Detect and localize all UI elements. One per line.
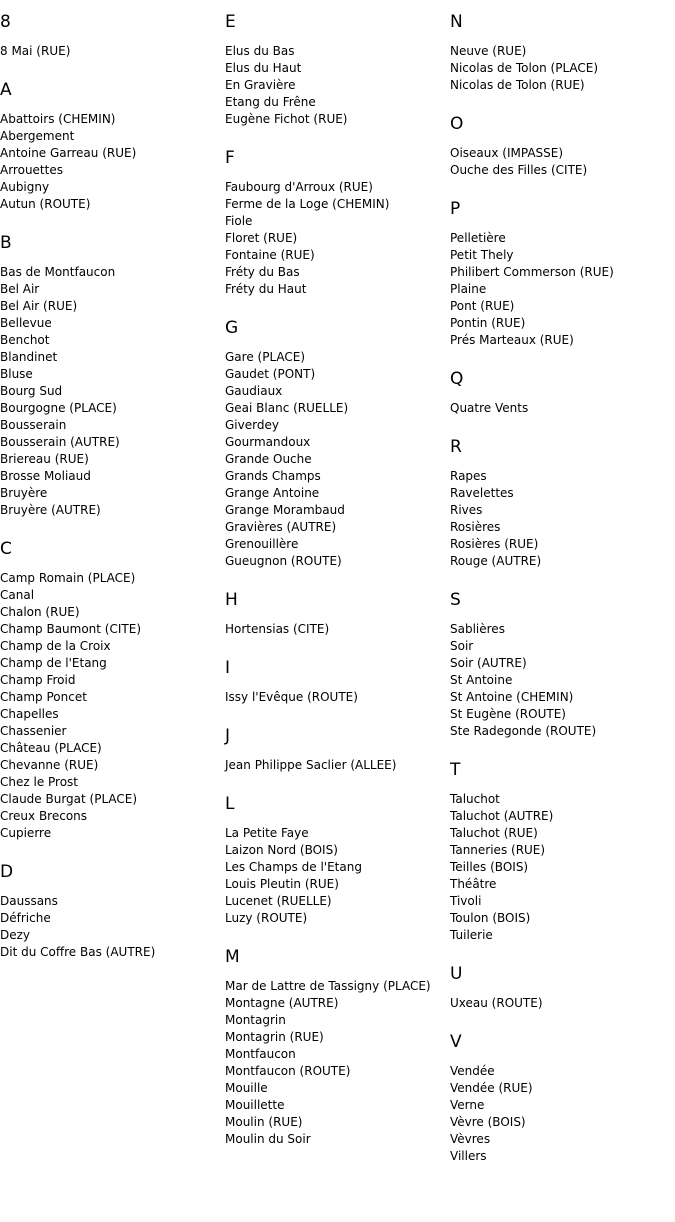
street-link[interactable]: Grange Antoine: [225, 486, 320, 500]
street-link[interactable]: Dit du Coffre Bas (AUTRE): [0, 945, 156, 959]
street-link[interactable]: Blandinet: [0, 350, 58, 364]
street-link[interactable]: Champ Poncet: [0, 690, 87, 704]
letter-section: [0, 80, 225, 213]
letter-section: [450, 964, 675, 1012]
street-link[interactable]: Gaudet (PONT): [225, 367, 316, 381]
letter-section: [225, 318, 450, 570]
street-link[interactable]: Bellevue: [0, 316, 52, 330]
street-list: [225, 43, 450, 128]
letter-section: [225, 658, 450, 706]
street-link[interactable]: Aubigny: [0, 180, 50, 194]
street-link[interactable]: Louis Pleutin (RUE): [225, 877, 339, 891]
letter-section: [225, 590, 450, 638]
street-link[interactable]: Taluchot (AUTRE): [450, 809, 554, 823]
street-link[interactable]: Etang du Frêne: [225, 95, 316, 109]
street-list: [450, 995, 675, 1012]
street-link[interactable]: Luzy (ROUTE): [225, 911, 308, 925]
street-link[interactable]: Fontaine (RUE): [225, 248, 315, 262]
street-link[interactable]: Mouille: [225, 1081, 268, 1095]
street-link[interactable]: Vèvres: [450, 1132, 491, 1146]
street-link[interactable]: Bourg Sud: [0, 384, 63, 398]
index-column: [0, 0, 225, 981]
street-link[interactable]: Grange Morambaud: [225, 503, 345, 517]
street-link[interactable]: Elus du Haut: [225, 61, 302, 75]
street-link[interactable]: Camp Romain (PLACE): [0, 571, 136, 585]
street-link[interactable]: Les Champs de l'Etang: [225, 860, 362, 874]
street-link[interactable]: Bourgogne (PLACE): [0, 401, 117, 415]
street-link[interactable]: Ste Radegonde (ROUTE): [450, 724, 597, 738]
section-letter-heading: E: [225, 12, 236, 32]
street-link[interactable]: Teilles (BOIS): [450, 860, 529, 874]
street-link[interactable]: Chez le Prost: [0, 775, 79, 789]
letter-section: [0, 12, 225, 60]
street-link[interactable]: Benchot: [0, 333, 50, 347]
street-list: [450, 230, 675, 349]
street-link[interactable]: Rosières: [450, 520, 501, 534]
street-link[interactable]: Chevanne (RUE): [0, 758, 99, 772]
letter-section: [450, 590, 675, 740]
street-link[interactable]: Neuve (RUE): [450, 44, 527, 58]
street-link[interactable]: Théâtre: [450, 877, 497, 891]
letter-section: [450, 760, 675, 944]
street-link[interactable]: Fréty du Haut: [225, 282, 307, 296]
street-link[interactable]: En Gravière: [225, 78, 296, 92]
section-letter-heading: B: [0, 233, 12, 253]
letter-section: [450, 114, 675, 179]
street-link[interactable]: Pelletière: [450, 231, 506, 245]
street-link[interactable]: Brosse Moliaud: [0, 469, 91, 483]
street-link[interactable]: Château (PLACE): [0, 741, 102, 755]
street-list: [0, 570, 225, 842]
street-link[interactable]: Eugène Fichot (RUE): [225, 112, 348, 126]
letter-section: [0, 539, 225, 842]
street-link[interactable]: Giverdey: [225, 418, 279, 432]
street-link[interactable]: Autun (ROUTE): [0, 197, 91, 211]
section-letter-heading: J: [225, 726, 231, 746]
street-list: [0, 43, 225, 60]
street-link[interactable]: Chalon (RUE): [0, 605, 80, 619]
letter-section: [225, 12, 450, 128]
street-link[interactable]: Chassenier: [0, 724, 67, 738]
street-link[interactable]: Antoine Garreau (RUE): [0, 146, 137, 160]
street-link[interactable]: Creux Brecons: [0, 809, 88, 823]
street-link[interactable]: Tivoli: [450, 894, 482, 908]
street-link[interactable]: Toulon (BOIS): [450, 911, 531, 925]
street-list: [225, 825, 450, 927]
street-link[interactable]: Gueugnon (ROUTE): [225, 554, 342, 568]
street-link[interactable]: Rouge (AUTRE): [450, 554, 542, 568]
street-link[interactable]: Pont (RUE): [450, 299, 515, 313]
section-letter-heading: 8: [0, 12, 11, 32]
street-link[interactable]: Petit Thely: [450, 248, 514, 262]
street-link[interactable]: Ouche des Filles (CITE): [450, 163, 588, 177]
street-list: [225, 621, 450, 638]
section-letter-heading: C: [0, 539, 12, 559]
street-link[interactable]: Floret (RUE): [225, 231, 298, 245]
street-link[interactable]: Bel Air: [0, 282, 40, 296]
street-link[interactable]: Grande Ouche: [225, 452, 312, 466]
letter-section: [225, 794, 450, 927]
street-link[interactable]: Arrouettes: [0, 163, 63, 177]
street-link[interactable]: Nicolas de Tolon (PLACE): [450, 61, 599, 75]
street-link[interactable]: Champ de l'Etang: [0, 656, 107, 670]
street-link[interactable]: Hortensias (CITE): [225, 622, 330, 636]
street-link[interactable]: Chapelles: [0, 707, 59, 721]
section-letter-heading: M: [225, 947, 240, 967]
section-letter-heading: G: [225, 318, 239, 338]
letter-section: [450, 369, 675, 417]
section-letter-heading: R: [450, 437, 462, 457]
section-letter-heading: V: [450, 1032, 462, 1052]
street-list: [450, 1063, 675, 1165]
section-letter-heading: Q: [450, 369, 464, 389]
street-link[interactable]: Champ de la Croix: [0, 639, 111, 653]
street-link[interactable]: Bas de Montfaucon: [0, 265, 116, 279]
street-link[interactable]: Philibert Commerson (RUE): [450, 265, 614, 279]
street-link[interactable]: Villers: [450, 1149, 487, 1163]
street-list: [450, 145, 675, 179]
street-link[interactable]: Rives: [450, 503, 483, 517]
letter-section: [450, 437, 675, 570]
street-list: [450, 43, 675, 94]
street-link[interactable]: Gourmandoux: [225, 435, 311, 449]
street-link[interactable]: Tanneries (RUE): [450, 843, 546, 857]
street-link[interactable]: Fréty du Bas: [225, 265, 300, 279]
street-link[interactable]: Issy l'Evêque (ROUTE): [225, 690, 358, 704]
street-link[interactable]: St Eugène (ROUTE): [450, 707, 566, 721]
section-letter-heading: U: [450, 964, 463, 984]
street-link[interactable]: Plaine: [450, 282, 487, 296]
street-link[interactable]: Montagrin (RUE): [225, 1030, 324, 1044]
street-link[interactable]: Montfaucon (ROUTE): [225, 1064, 351, 1078]
street-link[interactable]: Champ Baumont (CITE): [0, 622, 141, 636]
street-link[interactable]: Défriche: [0, 911, 51, 925]
letter-section: [225, 148, 450, 298]
street-link[interactable]: Cupierre: [0, 826, 52, 840]
street-link[interactable]: Fiole: [225, 214, 253, 228]
street-link[interactable]: Soir (AUTRE): [450, 656, 527, 670]
street-link[interactable]: Bruyère: [0, 486, 48, 500]
street-link[interactable]: Verne: [450, 1098, 485, 1112]
section-letter-heading: H: [225, 590, 238, 610]
section-letter-heading: N: [450, 12, 463, 32]
street-list: [450, 621, 675, 740]
street-list: [450, 468, 675, 570]
street-link[interactable]: Pontin (RUE): [450, 316, 526, 330]
letter-section: [0, 862, 225, 961]
street-link[interactable]: Tuilerie: [450, 928, 493, 942]
street-link[interactable]: Sablières: [450, 622, 505, 636]
street-list: [0, 893, 225, 961]
street-link[interactable]: St Antoine (CHEMIN): [450, 690, 574, 704]
street-link[interactable]: Abattoirs (CHEMIN): [0, 112, 116, 126]
letter-section: [450, 199, 675, 349]
street-link[interactable]: Ferme de la Loge (CHEMIN): [225, 197, 390, 211]
street-link[interactable]: Champ Froid: [0, 673, 76, 687]
street-link[interactable]: Ravelettes: [450, 486, 514, 500]
street-link[interactable]: Dezy: [0, 928, 31, 942]
street-link[interactable]: Grands Champs: [225, 469, 321, 483]
street-link[interactable]: St Antoine: [450, 673, 513, 687]
section-letter-heading: S: [450, 590, 461, 610]
street-link[interactable]: Taluchot (RUE): [450, 826, 538, 840]
letter-section: [450, 1032, 675, 1165]
street-link[interactable]: Vèvre (BOIS): [450, 1115, 526, 1129]
street-link[interactable]: Bousserain (AUTRE): [0, 435, 120, 449]
street-link[interactable]: Faubourg d'Arroux (RUE): [225, 180, 373, 194]
section-letter-heading: F: [225, 148, 235, 168]
street-list: [0, 111, 225, 213]
street-list: [450, 791, 675, 944]
street-link[interactable]: Montfaucon: [225, 1047, 296, 1061]
street-link[interactable]: Bel Air (RUE): [0, 299, 78, 313]
section-letter-heading: L: [225, 794, 235, 814]
letter-section: [225, 726, 450, 774]
street-link[interactable]: Prés Marteaux (RUE): [450, 333, 574, 347]
street-link[interactable]: Briereau (RUE): [0, 452, 89, 466]
street-link[interactable]: Bluse: [0, 367, 33, 381]
street-list: [0, 264, 225, 519]
section-letter-heading: A: [0, 80, 12, 100]
street-list: [225, 179, 450, 298]
street-link[interactable]: Lucenet (RUELLE): [225, 894, 332, 908]
street-link[interactable]: Rosières (RUE): [450, 537, 539, 551]
street-link[interactable]: Gaudiaux: [225, 384, 283, 398]
street-link[interactable]: Mar de Lattre de Tassigny (PLACE): [225, 979, 431, 993]
index-column: [450, 0, 675, 1185]
street-link[interactable]: Gravières (AUTRE): [225, 520, 337, 534]
street-link[interactable]: Uxeau (ROUTE): [450, 996, 543, 1010]
street-link[interactable]: Claude Burgat (PLACE): [0, 792, 138, 806]
street-link[interactable]: Moulin (RUE): [225, 1115, 303, 1129]
street-link[interactable]: Vendée (RUE): [450, 1081, 533, 1095]
section-letter-heading: T: [450, 760, 461, 780]
section-letter-heading: D: [0, 862, 14, 882]
street-link[interactable]: Taluchot: [450, 792, 500, 806]
street-link[interactable]: Moulin du Soir: [225, 1132, 311, 1146]
street-link[interactable]: Grenouillère: [225, 537, 299, 551]
street-link[interactable]: Abergement: [0, 129, 75, 143]
letter-section: [225, 947, 450, 1148]
letter-section: [450, 12, 675, 94]
street-link[interactable]: Vendée: [450, 1064, 495, 1078]
street-link[interactable]: Gare (PLACE): [225, 350, 306, 364]
street-link[interactable]: Quatre Vents: [450, 401, 529, 415]
street-link[interactable]: Montagne (AUTRE): [225, 996, 339, 1010]
street-link[interactable]: Oiseaux (IMPASSE): [450, 146, 564, 160]
index-column: [225, 0, 450, 1168]
section-letter-heading: I: [225, 658, 231, 678]
street-list: [225, 757, 450, 774]
street-link[interactable]: Jean Philippe Saclier (ALLEE): [225, 758, 397, 772]
street-list: [225, 978, 450, 1148]
street-link[interactable]: Soir: [450, 639, 474, 653]
street-link[interactable]: Geai Blanc (RUELLE): [225, 401, 349, 415]
street-link[interactable]: Canal: [0, 588, 35, 602]
street-list: [450, 400, 675, 417]
street-link[interactable]: La Petite Faye: [225, 826, 309, 840]
street-link[interactable]: Elus du Bas: [225, 44, 295, 58]
street-link[interactable]: Laizon Nord (BOIS): [225, 843, 338, 857]
street-link[interactable]: Montagrin: [225, 1013, 286, 1027]
street-link[interactable]: Bruyère (AUTRE): [0, 503, 101, 517]
section-letter-heading: O: [450, 114, 464, 134]
section-letter-heading: P: [450, 199, 461, 219]
letter-section: [0, 233, 225, 519]
street-link[interactable]: Rapes: [450, 469, 487, 483]
street-link[interactable]: 8 Mai (RUE): [0, 44, 71, 58]
street-list: [225, 689, 450, 706]
street-link[interactable]: Daussans: [0, 894, 58, 908]
street-link[interactable]: Mouillette: [225, 1098, 285, 1112]
street-link[interactable]: Nicolas de Tolon (RUE): [450, 78, 585, 92]
street-link[interactable]: Bousserain: [0, 418, 67, 432]
street-list: [225, 349, 450, 570]
